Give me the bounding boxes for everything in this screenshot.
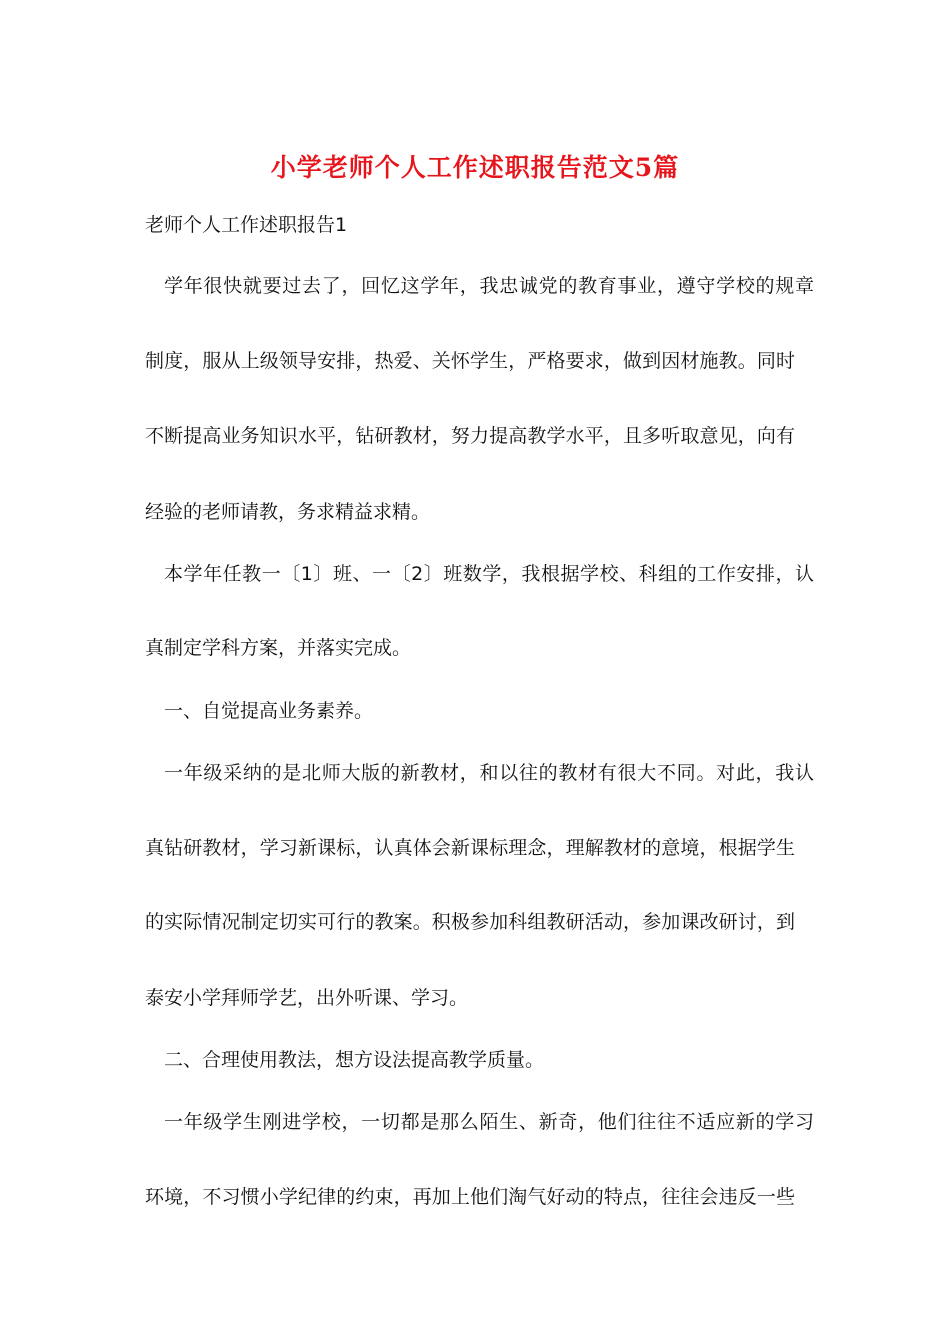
paragraph-line: 的实际情况制定切实可行的教案。积极参加科组教研活动，参加课改研讨，到 (145, 911, 795, 933)
paragraph-line: 一年级学生刚进学校，一切都是那么陌生、新奇，他们往往不适应新的学习 (164, 1111, 814, 1133)
paragraph-line: 一年级采纳的是北师大版的新教材，和以往的教材有很大不同。对此，我认 (164, 762, 814, 784)
section-heading: 老师个人工作述职报告1 (145, 214, 348, 236)
paragraph-line: 不断提高业务知识水平，钻研教材，努力提高教学水平，且多听取意见，向有 (145, 425, 795, 447)
paragraph-line: 真钻研教材，学习新课标，认真体会新课标理念，理解教材的意境，根据学生 (145, 837, 795, 859)
numbered-heading: 二、合理使用教法，想方设法提高教学质量。 (164, 1049, 545, 1071)
paragraph-line: 环境，不习惯小学纪律的约束，再加上他们淘气好动的特点，往往会违反一些 (145, 1186, 795, 1208)
numbered-heading: 一、自觉提高业务素养。 (164, 700, 374, 722)
paragraph-line: 经验的老师请教，务求精益求精。 (145, 501, 431, 523)
paragraph-line: 学年很快就要过去了，回忆这学年，我忠诚党的教育事业，遵守学校的规章 (164, 275, 814, 297)
paragraph-line: 泰安小学拜师学艺，出外听课、学习。 (145, 987, 469, 1009)
paragraph-line: 本学年任教一〔1〕班、一〔2〕班数学，我根据学校、科组的工作安排，认 (164, 563, 814, 585)
document-title: 小学老师个人工作述职报告范文5篇 (270, 153, 680, 182)
paragraph-line: 真制定学科方案，并落实完成。 (145, 637, 412, 659)
paragraph-line: 制度，服从上级领导安排，热爱、关怀学生，严格要求，做到因材施教。同时 (145, 350, 795, 372)
